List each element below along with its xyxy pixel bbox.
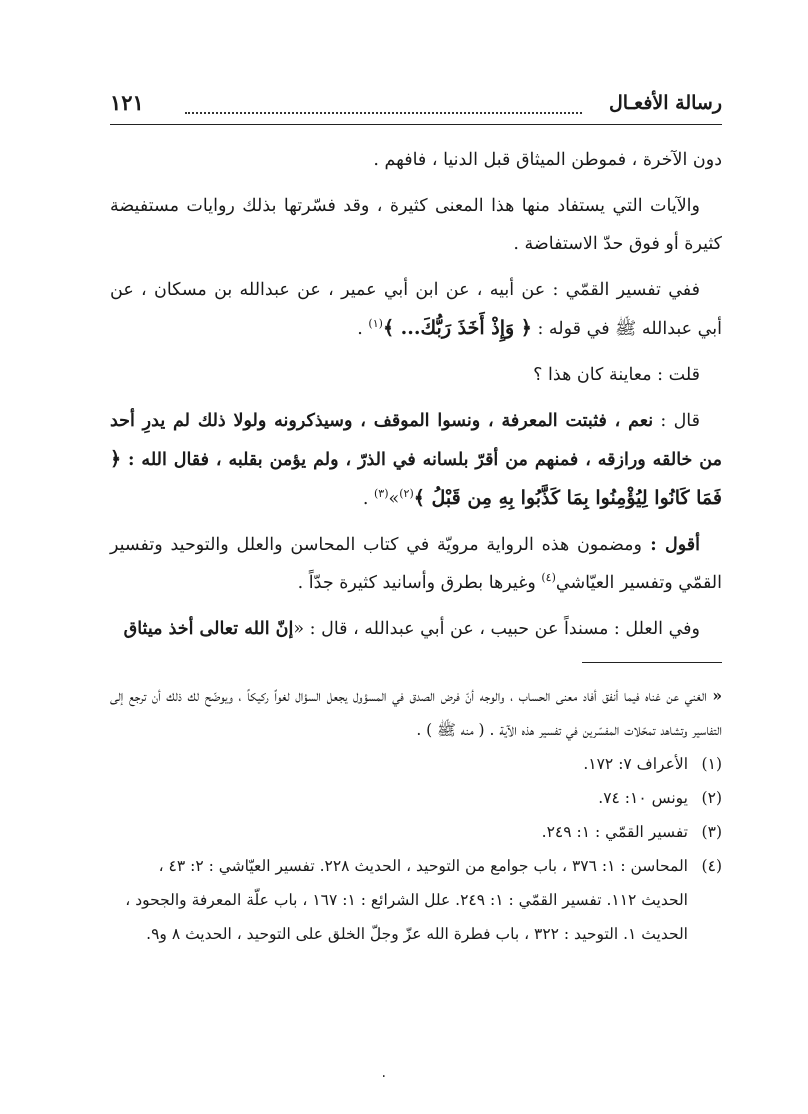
paragraph-3 [110,271,722,348]
footnote-text: الأعراف ٧: ١٧٢. [583,755,688,773]
paragraph-3-end: . [357,319,369,339]
footnote-number: (٤) [701,857,722,875]
page-number: ١٢١ [110,90,144,115]
aqulu-label: أقول : [641,535,700,555]
footnote-ref-3: (٣) [374,487,389,501]
quran-quote-2: ﴿ فَمَا كَانُوا لِيُؤْمِنُوا بِمَا كَذَّبُوا بِهِ مِن قَبْلُ ﴾ [110,448,722,509]
footnote-item [110,849,722,951]
paragraph-2: والآيات التي يستفاد منها هذا المعنى كثيرة ، وقد فسّرتها بذلك روايات مستفيضة كثيرة أو فوق حدّ الاستفاضة . [110,196,722,254]
footnote-separator [582,662,722,663]
paragraph-4: قلت : معاينة كان هذا ؟ [533,365,700,385]
paragraph-7-hadith: إنّ الله تعالى أخذ ميثاق [123,619,294,639]
running-header [110,88,722,125]
hadith-text: نعم ، فثبتت المعرفة ، ونسوا الموقف ، وسيذكرونه ولولا ذلك لم يدرِ أحد من خالقه ورازقه ، فمنهم من أقرّ بلسانه في الذرّ ، ولم يؤمن بقلبه ، فقال الله : [110,411,722,470]
footnote-item [110,781,722,815]
footnote-number: (٣) [701,823,722,841]
paragraph-7-text: وفي العلل : مسنداً عن حبيب ، عن أبي عبدالله ، قال : « [293,619,700,639]
running-title: رسالة الأفعـال [609,92,722,114]
paragraph-1: دون الآخرة ، فموطن الميثاق قبل الدنيا ، فافهم . [373,150,722,170]
main-text [110,141,722,648]
paragraph-7 [110,610,722,648]
footnote-ref-4: (٤) [541,571,556,585]
footnote-ref-1: (١) [368,317,383,331]
quote-close-mark: » [388,489,400,509]
paragraph-5-end: . [362,489,374,509]
paragraph-6-end: وغيرها بطرق وأسانيد كثيرة جدّاً . [297,573,542,593]
paragraph-6-text: ومضمون هذه الرواية مرويّة في كتاب المحاسن والعلل والتوحيد وتفسير القمّي وتفسير العيّاشي [110,535,722,593]
paragraph-5-lead: قال : [653,411,701,431]
page-bottom-mark: ۰ [380,1068,388,1084]
paragraph-6 [110,526,722,602]
footnote-ref-2: (٢) [399,487,414,501]
footnote-item [110,747,722,781]
continuation-text: الغني عن غناه فيما أنفق أفاد معنى الحساب ، والوجه أنّ فرض الصدق في المسؤول يجعل السؤال لغواً ركيكاً ، ويوضّح لك ذلك أن ترجع إلى التفاسير وتشاهد تمحّلات المفسّرين في تفسير هذه الآية . ( منه ﷺ ) . [110,687,722,739]
quran-quote-1: ﴿ وَإِذْ أَخَذَ رَبُّكَ... ﴾ [382,317,532,339]
paragraph-3-text: ففي تفسير القمّي : عن أبيه ، عن ابن أبي عمير ، عن عبدالله بن مسكان ، عن أبي عبدالله ﷺ في قوله : [110,280,722,339]
header-leader-dots [185,112,582,114]
footnote-number: (١) [701,755,722,773]
paragraph-5 [110,402,722,518]
footnotes [110,679,722,951]
footnote-text: المحاسن : ١: ٣٧٦ ، باب جوامع من التوحيد ، الحديث ٢٢٨. تفسير العيّاشي : ٢: ٤٣ ، الحديث ١١٢. تفسير القمّي : ١: ٢٤٩. علل الشرائع : ١: ١٦٧ ، باب علّة المعرفة والجحود ، الحديث ١. التوحيد : ٣٢٢ ، باب فطرة الله عزّ وجلّ الخلق على التوحيد ، الحديث ٨ و٩. [125,857,688,943]
book-page [110,88,722,951]
footnote-text: تفسير القمّي : ١: ٢٤٩. [541,823,688,841]
footnote-item [110,815,722,849]
footnote-continuation [110,679,722,747]
continuation-mark: « [712,686,722,705]
footnote-text: يونس ١٠: ٧٤. [598,789,688,807]
footnote-number: (٢) [701,789,722,807]
